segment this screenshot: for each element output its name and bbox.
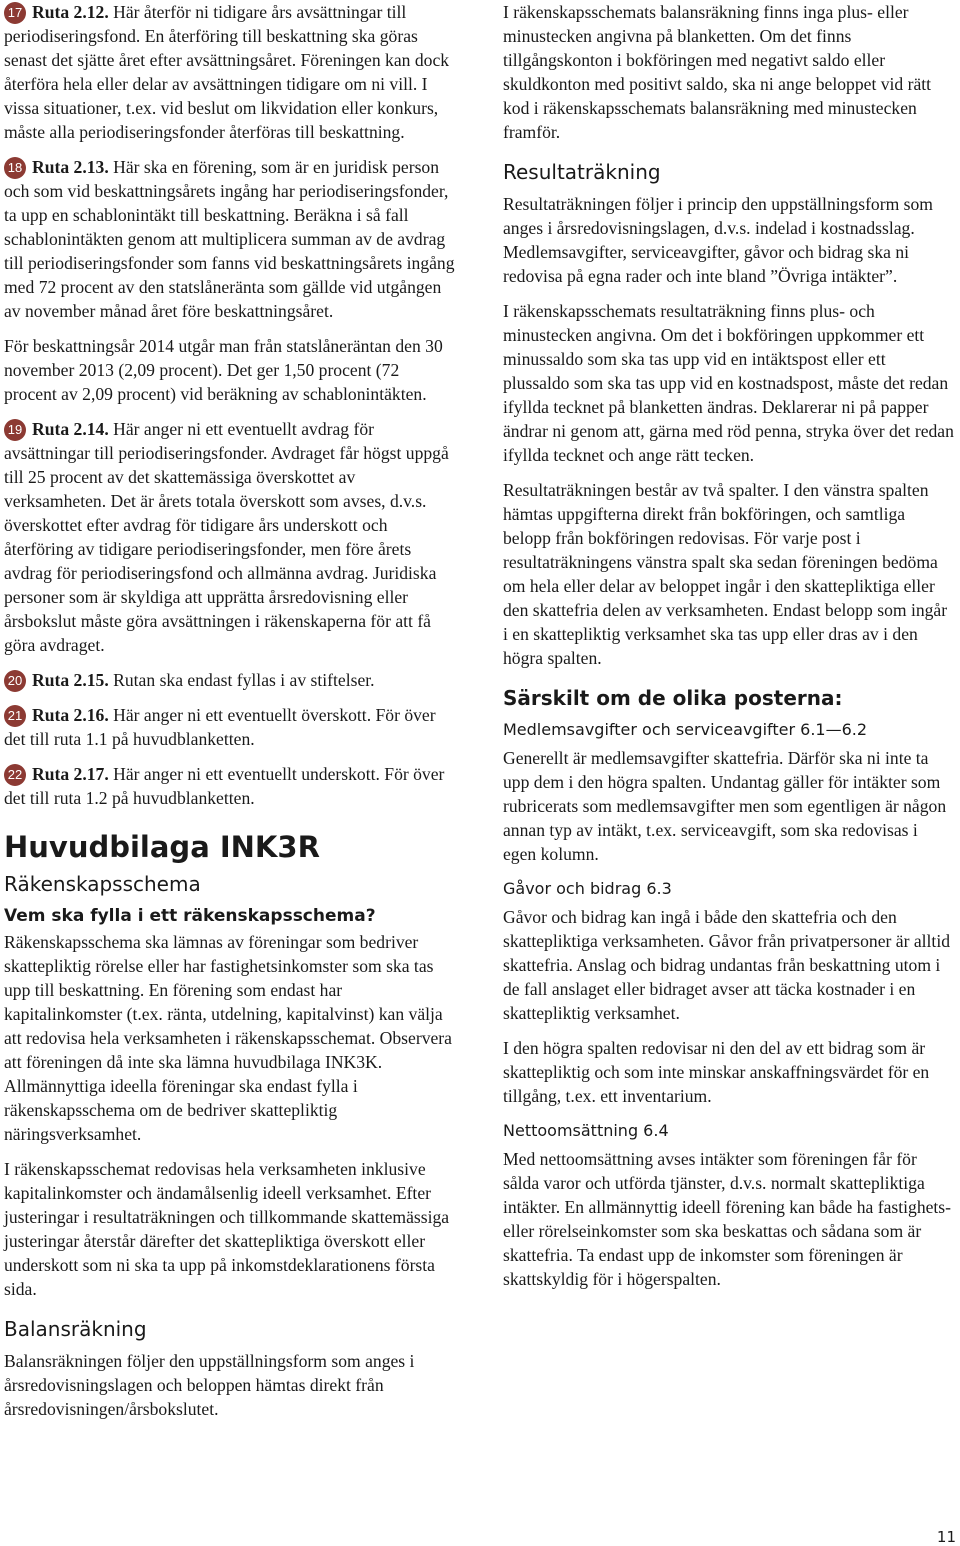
ruta-2-17-paragraph [4, 762, 456, 810]
gavor-paragraph-2: I den högra spalten redovisar ni den del av ett bidrag som är skattepliktig och som inte minskar anskaffningsvärdet för en tillgång, t.ex. ett inventarium. [503, 1038, 930, 1106]
number-badge: 17 [4, 2, 26, 24]
ruta-2-16-paragraph [4, 703, 456, 751]
ruta-label: Ruta 2.13. [32, 157, 109, 177]
resultat-paragraph-2: I räkenskapsschemats resultaträkning finns plus- och minustecken angivna. Om det i bokföringen uppkommer ett minussaldo som ska tas upp vid en intäktspost eller ett plussaldo som ska tas upp vid en kostnadspost, måste det redan ifyllda tecknet på blanketten ändras. Deklarerar ni på papper ändrar ni genom att, gärna med röd penna, stryka över det redan ifyllda tecknet och ange rätt tecken. [503, 301, 954, 465]
ruta-text: Här ska en förening, som är en juridisk person och som vid beskattningsårets ingång har periodiseringsfonder, ta upp en schablonintäkt till beskattning. Beräkna i så fall schablonintäkten genom att multiplicera summan av de avdrag till periodiseringsfonder som fanns vid beskattningsårets ingång med 72 procent av den statslåneränta som gällde vid utgången av november månad året före beskattningsåret. [4, 157, 455, 321]
ruta-label: Ruta 2.16. [32, 705, 109, 725]
ruta-label: Ruta 2.17. [32, 764, 109, 784]
resultat-paragraph-1: Resultaträkningen följer i princip den uppställningsform som anges i årsredovisningslagen, d.v.s. indelad i kostnadsslag. Medlemsavgifter, serviceavgifter, gåvor och bidrag ska ni redovisa på egna rader och inte bland ”Övriga intäkter”. [503, 194, 933, 286]
ruta-2-13-paragraph [4, 155, 456, 323]
ruta-label: Ruta 2.12. [32, 2, 109, 22]
ruta-text: Här återför ni tidigare års avsättningar till periodiseringsfond. En återföring till beskattning ska göras senast det sjätte året efter avsättningsåret. Föreningen kan dock återföra hela eller delar av avsättningen tidigare om ni vill. I vissa situationer, t.ex. vid beslut om likvidation eller konkurs, måste alla periodiseringsfonder återföras till beskattning. [4, 2, 450, 142]
gavor-paragraph-1: Gåvor och bidrag kan ingå i både den skattefria och den skattepliktiga verksamheten. Gåvor från privatpersoner är alltid skattefria. Anslag och bidrag undantas från beskattning utom i de fall anslaget eller bidraget avser att täcka kostnader i en skattepliktig verksamhet. [503, 907, 951, 1023]
number-badge: 20 [4, 670, 26, 692]
ruta-text: Här anger ni ett eventuellt underskott. För över det till ruta 1.2 på huvudblanketten. [4, 764, 445, 808]
ruta-text: Här anger ni ett eventuellt avdrag för avsättningar till periodiseringsfonder. Avdraget får högst uppgå till 25 procent av det skattemässiga överskottet av verksamheten. Det är årets totala överskott som avses, d.v.s. överskottet efter avdrag för tidigare års underskott och återföring av tidigare periodiseringsfonder, men före årets avdrag för periodiseringsfond och allmänna avdrag. Juridiska personer som är skyldiga att upprätta årsredovisning eller årsbokslut måste göra avsättningen i räkenskaperna för att få göra avdraget. [4, 419, 449, 655]
ruta-text: Rutan ska endast fyllas i av stiftelser. [113, 670, 375, 690]
who-paragraph-1: Räkenskapsschema ska lämnas av föreningar som bedriver skattepliktig rörelse eller har fastighetsinkomster som ska tas upp till beskattning. En förening som endast har kapitalinkomster (t.ex. ränta, utdelning, kapitalvinst) kan välja att redovisa hela verksamheten i räkenskapsschemat. Observera att föreningen då inte ska lämna huvudbilaga INK3K. Allmännyttiga ideella föreningar ska endast fylla i räkenskapsschema om de bedriver skattepliktig näringsverksamhet. [4, 932, 452, 1144]
resultat-paragraph-3: Resultaträkningen består av två spalter. I den vänstra spalten hämtas uppgifterna direkt från bokföringen, och samtliga belopp från bokföringen redovisas. För varje post i resultaträkningens vänstra spalt ska sedan föreningen bedöma om hela eller delar av beloppet ingår i den skattepliktiga eller den skattefria delen av verksamheten. Endast belopp som ingår i en skattepliktig verksamhet ska tas upp eller dras av i den högra spalten. [503, 480, 948, 668]
number-badge: 22 [4, 764, 26, 786]
medlem-paragraph: Generellt är medlemsavgifter skattefria. Därför ska ni inte ta upp dem i den högra spalten. Undantag gäller för intäkter som rubricerats som medlemsavgifter men som egentligen är någon annan typ av intäkt, t.ex. serviceavgift, som ska redovisas i egen kolumn. [503, 748, 947, 864]
statslanerantan-paragraph: För beskattningsår 2014 utgår man från statslåneräntan den 30 november 2013 (2,09 procent). Det ger 1,50 procent (72 procent av 2,09 procent) vid beräkning av schablonintäkten. [4, 336, 443, 404]
ruta-2-15-paragraph [4, 668, 456, 692]
main-heading: Huvudbilaga INK3R [4, 830, 320, 864]
left-column [4, 0, 456, 1432]
section-heading-sarskilt: Särskilt om de olika posterna: [503, 686, 843, 710]
ruta-label: Ruta 2.15. [32, 670, 109, 690]
who-paragraph-2: I räkenskapsschemat redovisas hela verksamheten inklusive kapitalinkomster och ändamålsenlig ideell verksamhet. Efter justeringar i resultaträkningen och tillkommande skattemässiga justeringar återstår därefter det skattepliktiga överskott eller underskott som ni ska ta upp på inkomstdeklarationens första sida. [4, 1159, 450, 1299]
ruta-2-12-paragraph [4, 0, 456, 144]
section-heading-resultatrakning: Resultaträkning [503, 160, 661, 184]
ruta-2-14-paragraph [4, 417, 456, 657]
ruta-label: Ruta 2.14. [32, 419, 109, 439]
section-heading-balansrakning: Balansräkning [4, 1317, 147, 1341]
number-badge: 18 [4, 157, 26, 179]
balans-paragraph-1: Balansräkningen följer den uppställningsform som anges i årsredovisningslagen och beloppen hämtas direkt från årsredovisningen/årsbokslutet. [4, 1351, 415, 1419]
balans-paragraph-2: I räkenskapsschemats balansräkning finns inga plus- eller minustecken angivna på blanketten. Om det finns tillgångskonton i bokföringen med negativt saldo eller skuldkonton med positivt saldo, ska ni ange beloppet vid rätt kod i räkenskapsschemats balansräkning med minustecken framför. [503, 2, 932, 142]
subheading-medlemsavgifter: Medlemsavgifter och serviceavgifter 6.1—6.2 [503, 720, 868, 739]
subheading-gavor: Gåvor och bidrag 6.3 [503, 879, 672, 898]
right-column [503, 0, 955, 1302]
netto-paragraph: Med nettoomsättning avses intäkter som föreningen får för sålda varor och utförda tjänster, d.v.s. normalt skattepliktiga intäkter. En allmännyttig ideell förening kan både ha fastighets- eller rörelseinkomster som ska beskattas och sådana som är skattefria. Ta endast upp de inkomster som föreningen är skattskyldig för i högerspalten. [503, 1149, 952, 1289]
section-heading-rakenskapsschema: Räkenskapsschema [4, 872, 201, 896]
number-badge: 19 [4, 419, 26, 441]
page-number: 11 [936, 1528, 956, 1546]
number-badge: 21 [4, 705, 26, 727]
subheading-who: Vem ska fylla i ett räkenskapsschema? [4, 906, 376, 926]
ruta-text: Här anger ni ett eventuellt överskott. För över det till ruta 1.1 på huvudblanketten. [4, 705, 436, 749]
subheading-nettoomsattning: Nettoomsättning 6.4 [503, 1121, 669, 1140]
